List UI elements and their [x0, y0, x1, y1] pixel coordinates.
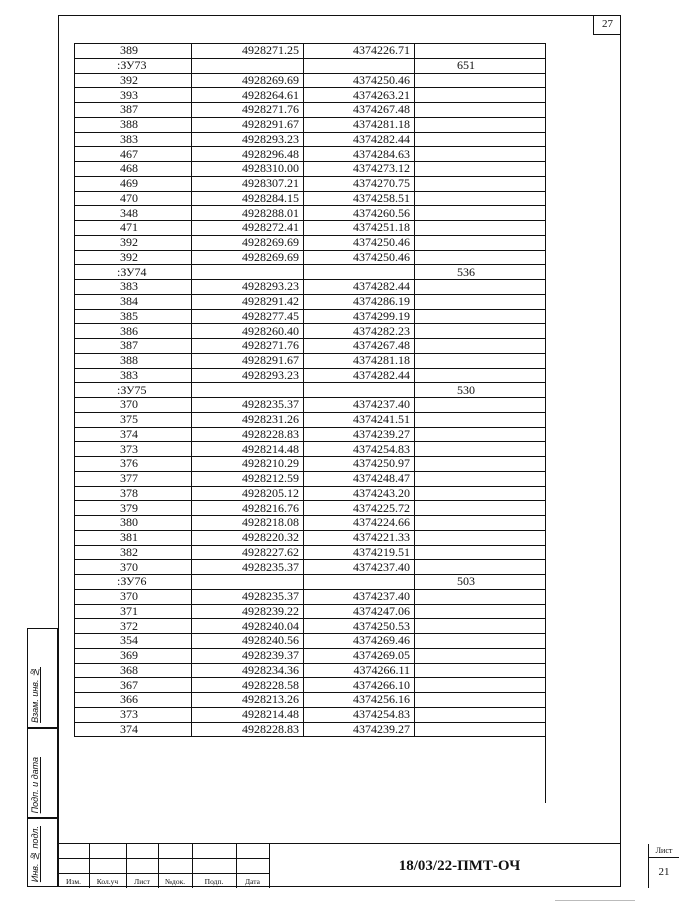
- scan-edge-line: [555, 900, 635, 901]
- point-number-cell: :ЗУ73: [75, 58, 192, 73]
- area-cell: [415, 235, 546, 250]
- area-cell: [415, 162, 546, 177]
- coordinates-table: [74, 43, 546, 737]
- table-row: [75, 545, 546, 560]
- x-coordinate-cell: [192, 383, 304, 398]
- point-number-cell: 380: [75, 516, 192, 531]
- x-coordinate-cell: 4928307.21: [192, 176, 304, 191]
- y-coordinate-cell: 4374219.51: [304, 545, 415, 560]
- x-coordinate-cell: 4928271.25: [192, 44, 304, 59]
- table-row: [75, 162, 546, 177]
- area-cell: [415, 280, 546, 295]
- x-coordinate-cell: [192, 575, 304, 590]
- y-coordinate-cell: 4374248.47: [304, 471, 415, 486]
- area-cell: [415, 516, 546, 531]
- x-coordinate-cell: 4928228.83: [192, 722, 304, 737]
- area-cell: [415, 88, 546, 103]
- y-coordinate-cell: 4374239.27: [304, 722, 415, 737]
- area-cell: [415, 530, 546, 545]
- x-coordinate-cell: 4928291.67: [192, 117, 304, 132]
- document-code: 18/03/22-ПМТ-ОЧ: [269, 844, 649, 888]
- parcel-header-row: [75, 265, 546, 280]
- table-row: [75, 368, 546, 383]
- point-number-cell: 392: [75, 73, 192, 88]
- y-coordinate-cell: 4374266.10: [304, 678, 415, 693]
- area-cell: [415, 648, 546, 663]
- parcel-header-row: [75, 383, 546, 398]
- point-number-cell: 468: [75, 162, 192, 177]
- x-coordinate-cell: 4928293.23: [192, 280, 304, 295]
- table-row: [75, 280, 546, 295]
- x-coordinate-cell: [192, 265, 304, 280]
- x-coordinate-cell: 4928239.22: [192, 604, 304, 619]
- area-cell: [415, 560, 546, 575]
- y-coordinate-cell: 4374250.46: [304, 250, 415, 265]
- parcel-header-row: [75, 575, 546, 590]
- table-row: [75, 427, 546, 442]
- point-number-cell: 392: [75, 235, 192, 250]
- table-row: [75, 117, 546, 132]
- table-row: [75, 442, 546, 457]
- area-cell: [415, 693, 546, 708]
- table-row: [75, 147, 546, 162]
- point-number-cell: 354: [75, 634, 192, 649]
- y-coordinate-cell: 4374281.18: [304, 353, 415, 368]
- table-row: [75, 250, 546, 265]
- y-coordinate-cell: 4374250.46: [304, 235, 415, 250]
- area-cell: [415, 103, 546, 118]
- table-row: [75, 471, 546, 486]
- x-coordinate-cell: 4928293.23: [192, 132, 304, 147]
- y-coordinate-cell: 4374256.16: [304, 693, 415, 708]
- y-coordinate-cell: 4374269.46: [304, 634, 415, 649]
- area-cell: [415, 678, 546, 693]
- stamp-label-izm: Изм.: [66, 877, 81, 886]
- area-cell: [415, 604, 546, 619]
- area-cell: [415, 486, 546, 501]
- area-cell: [415, 471, 546, 486]
- x-coordinate-cell: 4928235.37: [192, 560, 304, 575]
- area-cell: [415, 457, 546, 472]
- y-coordinate-cell: 4374266.11: [304, 663, 415, 678]
- point-number-cell: 367: [75, 678, 192, 693]
- x-coordinate-cell: 4928218.08: [192, 516, 304, 531]
- side-label-vzam: Взам. инв. №: [30, 667, 40, 723]
- point-number-cell: 392: [75, 250, 192, 265]
- area-cell: [415, 707, 546, 722]
- y-coordinate-cell: 4374251.18: [304, 221, 415, 236]
- area-cell: 530: [415, 383, 546, 398]
- x-coordinate-cell: 4928214.48: [192, 442, 304, 457]
- area-cell: [415, 619, 546, 634]
- y-coordinate-cell: 4374270.75: [304, 176, 415, 191]
- point-number-cell: 386: [75, 324, 192, 339]
- x-coordinate-cell: 4928205.12: [192, 486, 304, 501]
- point-number-cell: 373: [75, 707, 192, 722]
- x-coordinate-cell: [192, 58, 304, 73]
- page-number: 27: [593, 15, 621, 35]
- y-coordinate-cell: 4374224.66: [304, 516, 415, 531]
- y-coordinate-cell: 4374239.27: [304, 427, 415, 442]
- x-coordinate-cell: 4928296.48: [192, 147, 304, 162]
- area-cell: [415, 368, 546, 383]
- table-row: [75, 678, 546, 693]
- side-label-inv: Инв. № подл.: [30, 825, 40, 882]
- x-coordinate-cell: 4928228.83: [192, 427, 304, 442]
- table-row: [75, 324, 546, 339]
- y-coordinate-cell: 4374286.19: [304, 294, 415, 309]
- y-coordinate-cell: 4374250.53: [304, 619, 415, 634]
- title-block: [58, 843, 673, 887]
- table-row: [75, 221, 546, 236]
- area-cell: [415, 191, 546, 206]
- y-coordinate-cell: [304, 575, 415, 590]
- x-coordinate-cell: 4928272.41: [192, 221, 304, 236]
- area-cell: [415, 589, 546, 604]
- x-coordinate-cell: 4928234.36: [192, 663, 304, 678]
- y-coordinate-cell: 4374282.44: [304, 368, 415, 383]
- x-coordinate-cell: 4928216.76: [192, 501, 304, 516]
- stamp-label-data: Дата: [245, 877, 260, 886]
- area-cell: [415, 294, 546, 309]
- stamp-label-ndok: №док.: [164, 877, 186, 886]
- point-number-cell: 379: [75, 501, 192, 516]
- area-cell: [415, 501, 546, 516]
- table-row: [75, 501, 546, 516]
- area-cell: [415, 427, 546, 442]
- side-cell-vzam: [27, 628, 58, 728]
- point-number-cell: 385: [75, 309, 192, 324]
- point-number-cell: 370: [75, 560, 192, 575]
- y-coordinate-cell: 4374237.40: [304, 398, 415, 413]
- area-cell: [415, 117, 546, 132]
- y-coordinate-cell: 4374254.83: [304, 442, 415, 457]
- point-number-cell: 384: [75, 294, 192, 309]
- y-coordinate-cell: 4374241.51: [304, 412, 415, 427]
- x-coordinate-cell: 4928293.23: [192, 368, 304, 383]
- sheet-number: 21: [658, 866, 670, 878]
- y-coordinate-cell: 4374247.06: [304, 604, 415, 619]
- side-label-podp: Подп. и дата: [30, 756, 40, 813]
- point-number-cell: 387: [75, 103, 192, 118]
- y-coordinate-cell: 4374258.51: [304, 191, 415, 206]
- table-row: [75, 589, 546, 604]
- y-coordinate-cell: 4374250.97: [304, 457, 415, 472]
- area-cell: [415, 353, 546, 368]
- sheet-cell: [648, 844, 679, 888]
- table-row: [75, 693, 546, 708]
- y-coordinate-cell: 4374282.23: [304, 324, 415, 339]
- area-cell: 503: [415, 575, 546, 590]
- y-coordinate-cell: 4374237.40: [304, 589, 415, 604]
- point-number-cell: 373: [75, 442, 192, 457]
- table-row: [75, 516, 546, 531]
- point-number-cell: 388: [75, 117, 192, 132]
- x-coordinate-cell: 4928210.29: [192, 457, 304, 472]
- table-row: [75, 73, 546, 88]
- area-cell: [415, 132, 546, 147]
- table-row: [75, 648, 546, 663]
- y-coordinate-cell: 4374284.63: [304, 147, 415, 162]
- x-coordinate-cell: 4928264.61: [192, 88, 304, 103]
- table-row: [75, 707, 546, 722]
- point-number-cell: 348: [75, 206, 192, 221]
- area-cell: [415, 545, 546, 560]
- parcel-header-row: [75, 58, 546, 73]
- y-coordinate-cell: 4374263.21: [304, 88, 415, 103]
- y-coordinate-cell: 4374281.18: [304, 117, 415, 132]
- area-cell: [415, 221, 546, 236]
- stamp-label-kolvo: Кол.уч: [96, 877, 119, 886]
- table-row: [75, 176, 546, 191]
- point-number-cell: 470: [75, 191, 192, 206]
- x-coordinate-cell: 4928240.56: [192, 634, 304, 649]
- x-coordinate-cell: 4928277.45: [192, 309, 304, 324]
- point-number-cell: 467: [75, 147, 192, 162]
- point-number-cell: 383: [75, 280, 192, 295]
- y-coordinate-cell: 4374243.20: [304, 486, 415, 501]
- point-number-cell: 369: [75, 648, 192, 663]
- area-cell: [415, 309, 546, 324]
- table-row: [75, 206, 546, 221]
- y-coordinate-cell: 4374269.05: [304, 648, 415, 663]
- table-row: [75, 132, 546, 147]
- y-coordinate-cell: 4374254.83: [304, 707, 415, 722]
- y-coordinate-cell: 4374250.46: [304, 73, 415, 88]
- x-coordinate-cell: 4928271.76: [192, 339, 304, 354]
- table-row: [75, 530, 546, 545]
- x-coordinate-cell: 4928269.69: [192, 250, 304, 265]
- point-number-cell: :ЗУ76: [75, 575, 192, 590]
- point-number-cell: 383: [75, 132, 192, 147]
- point-number-cell: 368: [75, 663, 192, 678]
- point-number-cell: 370: [75, 589, 192, 604]
- table-row: [75, 339, 546, 354]
- table-right-border: [545, 43, 546, 803]
- area-cell: [415, 73, 546, 88]
- x-coordinate-cell: 4928227.62: [192, 545, 304, 560]
- point-number-cell: 375: [75, 412, 192, 427]
- x-coordinate-cell: 4928214.48: [192, 707, 304, 722]
- x-coordinate-cell: 4928284.15: [192, 191, 304, 206]
- area-cell: 651: [415, 58, 546, 73]
- x-coordinate-cell: 4928240.04: [192, 619, 304, 634]
- side-cell-podp: [27, 728, 58, 818]
- y-coordinate-cell: 4374282.44: [304, 280, 415, 295]
- table-row: [75, 191, 546, 206]
- point-number-cell: 382: [75, 545, 192, 560]
- area-cell: [415, 634, 546, 649]
- area-cell: [415, 250, 546, 265]
- point-number-cell: 469: [75, 176, 192, 191]
- table-row: [75, 722, 546, 737]
- y-coordinate-cell: 4374267.48: [304, 103, 415, 118]
- point-number-cell: 388: [75, 353, 192, 368]
- x-coordinate-cell: 4928291.67: [192, 353, 304, 368]
- point-number-cell: 370: [75, 398, 192, 413]
- y-coordinate-cell: 4374282.44: [304, 132, 415, 147]
- point-number-cell: 376: [75, 457, 192, 472]
- table-row: [75, 44, 546, 59]
- point-number-cell: 372: [75, 619, 192, 634]
- table-row: [75, 663, 546, 678]
- point-number-cell: :ЗУ74: [75, 265, 192, 280]
- y-coordinate-cell: [304, 265, 415, 280]
- y-coordinate-cell: 4374226.71: [304, 44, 415, 59]
- y-coordinate-cell: 4374225.72: [304, 501, 415, 516]
- x-coordinate-cell: 4928239.37: [192, 648, 304, 663]
- y-coordinate-cell: 4374221.33: [304, 530, 415, 545]
- area-cell: [415, 147, 546, 162]
- x-coordinate-cell: 4928291.42: [192, 294, 304, 309]
- table-row: [75, 634, 546, 649]
- stamp-label-podp: Подп.: [204, 877, 224, 886]
- table-row: [75, 619, 546, 634]
- table-row: [75, 560, 546, 575]
- area-cell: [415, 44, 546, 59]
- table-row: [75, 457, 546, 472]
- table-row: [75, 309, 546, 324]
- area-cell: [415, 412, 546, 427]
- table-row: [75, 294, 546, 309]
- stamp-grid: [58, 844, 269, 888]
- x-coordinate-cell: 4928271.76: [192, 103, 304, 118]
- point-number-cell: 387: [75, 339, 192, 354]
- table-row: [75, 412, 546, 427]
- point-number-cell: 389: [75, 44, 192, 59]
- y-coordinate-cell: [304, 58, 415, 73]
- x-coordinate-cell: 4928231.26: [192, 412, 304, 427]
- x-coordinate-cell: 4928235.37: [192, 589, 304, 604]
- x-coordinate-cell: 4928310.00: [192, 162, 304, 177]
- x-coordinate-cell: 4928228.58: [192, 678, 304, 693]
- point-number-cell: 381: [75, 530, 192, 545]
- y-coordinate-cell: 4374260.56: [304, 206, 415, 221]
- area-cell: [415, 324, 546, 339]
- x-coordinate-cell: 4928213.26: [192, 693, 304, 708]
- y-coordinate-cell: 4374267.48: [304, 339, 415, 354]
- x-coordinate-cell: 4928260.40: [192, 324, 304, 339]
- point-number-cell: 383: [75, 368, 192, 383]
- point-number-cell: 374: [75, 427, 192, 442]
- point-number-cell: 471: [75, 221, 192, 236]
- table-row: [75, 398, 546, 413]
- x-coordinate-cell: 4928212.59: [192, 471, 304, 486]
- x-coordinate-cell: 4928235.37: [192, 398, 304, 413]
- area-cell: [415, 398, 546, 413]
- area-cell: [415, 663, 546, 678]
- table-row: [75, 103, 546, 118]
- area-cell: [415, 176, 546, 191]
- area-cell: [415, 206, 546, 221]
- x-coordinate-cell: 4928220.32: [192, 530, 304, 545]
- sheet-label: Лист: [649, 844, 679, 858]
- y-coordinate-cell: 4374273.12: [304, 162, 415, 177]
- point-number-cell: 378: [75, 486, 192, 501]
- point-number-cell: :ЗУ75: [75, 383, 192, 398]
- side-cell-inv: [27, 818, 58, 887]
- table-row: [75, 353, 546, 368]
- point-number-cell: 371: [75, 604, 192, 619]
- point-number-cell: 366: [75, 693, 192, 708]
- point-number-cell: 377: [75, 471, 192, 486]
- x-coordinate-cell: 4928269.69: [192, 73, 304, 88]
- y-coordinate-cell: 4374299.19: [304, 309, 415, 324]
- point-number-cell: 374: [75, 722, 192, 737]
- area-cell: [415, 442, 546, 457]
- x-coordinate-cell: 4928269.69: [192, 235, 304, 250]
- table-row: [75, 486, 546, 501]
- area-cell: [415, 339, 546, 354]
- y-coordinate-cell: 4374237.40: [304, 560, 415, 575]
- area-cell: [415, 722, 546, 737]
- table-row: [75, 604, 546, 619]
- stamp-label-list: Лист: [134, 877, 150, 886]
- table-row: [75, 235, 546, 250]
- table-row: [75, 88, 546, 103]
- area-cell: 536: [415, 265, 546, 280]
- x-coordinate-cell: 4928288.01: [192, 206, 304, 221]
- y-coordinate-cell: [304, 383, 415, 398]
- point-number-cell: 393: [75, 88, 192, 103]
